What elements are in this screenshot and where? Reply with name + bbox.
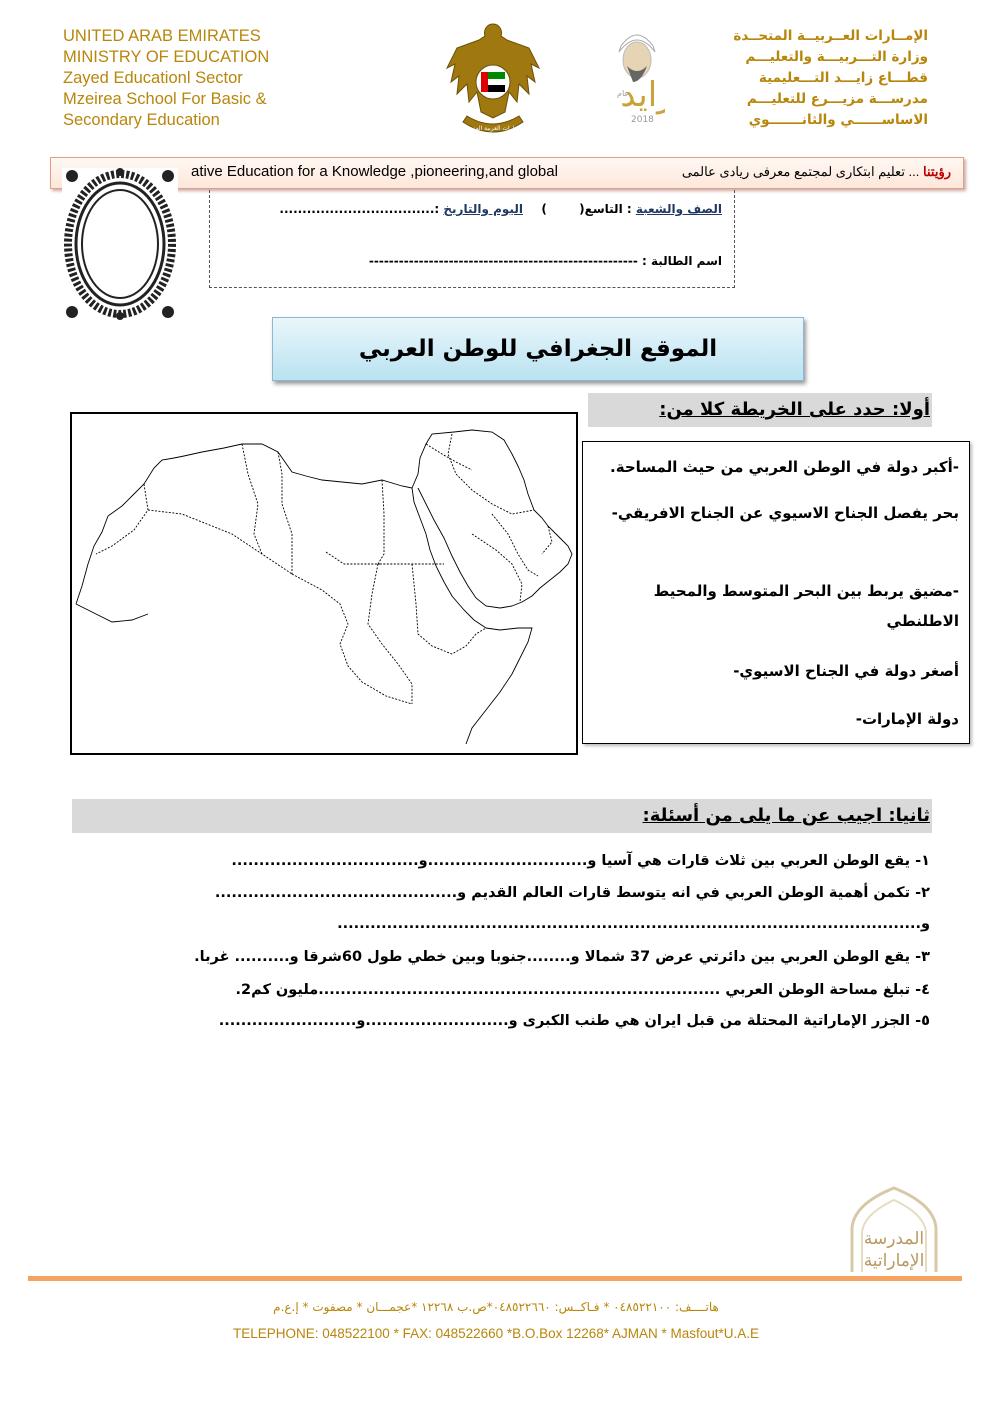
ar-header-line: الإمــارات العــربيــة المتحــدة	[733, 28, 928, 44]
question-1[interactable]: ١- يقع الوطن العربي بين ثلاث قارات هي آسيا و.............................و..................................	[231, 853, 930, 869]
zayed-logo-text: ايد	[620, 75, 658, 115]
task-item: أصغر دولة في الجناح الاسيوي-	[733, 662, 959, 680]
task-item: -مضيق يربط بين البحر المتوسط والمحيط الاطلنطي	[653, 582, 959, 630]
en-header-line: UNITED ARAB EMIRATES	[63, 27, 261, 45]
en-header-line: Mzeirea School For Basic &	[63, 90, 267, 108]
ornate-photo-frame	[60, 166, 180, 322]
name-row	[369, 254, 722, 268]
year-of-zayed-logo	[605, 22, 665, 132]
name-label: اسم الطالبة :	[642, 254, 722, 268]
question-2[interactable]: ٢- تكمن أهمية الوطن العربي في انه يتوسط قارات العالم القديم و............................................	[214, 885, 930, 901]
class-label: الصف والشعبة	[635, 202, 722, 216]
school-logo-line1: المدرسة	[863, 1229, 925, 1249]
school-logo-line2: الإماراتية	[863, 1251, 925, 1271]
footer-english-contact: TELEPHONE: 048522100 * FAX: 048522660 *B.O.Box 12268* AJMAN * Masfout*U.A.E	[232, 1326, 760, 1341]
question-2-continuation[interactable]: و..........................................................................................................	[337, 916, 930, 932]
date-field[interactable]: :..................................	[279, 202, 440, 216]
question-5[interactable]: ٥- الجزر الإماراتية المحتلة من قبل ايران هي طنب الكبرى و..........................و.........................	[218, 1013, 930, 1029]
ar-header-line: الاساســــــي والثانـــــــوي	[748, 112, 928, 128]
vision-arabic	[682, 164, 951, 180]
ar-header-line: مدرســـة مزيـــرع للتعليـــم	[746, 91, 928, 107]
emirati-school-logo	[846, 1184, 942, 1274]
ar-header-line: وزارة التـــربيـــة والتعليـــم	[745, 49, 928, 65]
date-label: اليوم والتاريخ	[443, 202, 523, 216]
class-close: )	[541, 202, 547, 216]
vision-arabic-text: ... تعليم ابتكارى لمجتمع معرفى ريادى عالمى	[681, 164, 920, 179]
name-field[interactable]: ------------------------------------------------------	[368, 254, 638, 268]
class-value[interactable]: : التاسع(	[579, 202, 632, 216]
map-tasks-box	[582, 441, 970, 744]
zayed-year: 2018	[631, 115, 654, 125]
en-header-line: Secondary Education	[63, 111, 220, 129]
vision-bar	[50, 157, 964, 189]
uae-emblem-logo	[443, 18, 543, 140]
question-4[interactable]: ٤- تبلغ مساحة الوطن العربي .........................................................................مليون كم2.	[235, 982, 930, 998]
vision-english-text: ative Education for a Knowledge ,pioneering,and global	[191, 163, 558, 180]
arabic-header	[698, 26, 928, 131]
worksheet-title: الموقع الجغرافي للوطن العربي	[272, 317, 804, 381]
emblem-text: الإمارات العربية المتحدة	[463, 125, 523, 132]
task-item: دولة الإمارات-	[855, 710, 959, 728]
task-item: بحر يفصل الجناح الاسيوي عن الجناح الافريقي-	[611, 504, 959, 522]
ar-header-line: قطـــاع زايـــد التـــعليمية	[758, 70, 928, 86]
english-header	[63, 26, 269, 131]
section2-heading: ثانيا: اجيب عن ما يلى من أسئلة:	[72, 799, 932, 833]
student-info-box	[209, 190, 735, 288]
vision-label: رؤيتنا	[923, 164, 951, 179]
en-header-line: Zayed Educationl Sector	[63, 69, 243, 87]
question-3[interactable]: ٣- يقع الوطن العربي بين دائرتي عرض 37 شمالا و........جنوبا وبين خطي طول 60شرقا و.......... غربا.	[194, 949, 930, 965]
zayed-year-label: عام	[617, 89, 630, 98]
en-header-line: MINISTRY OF EDUCATION	[63, 48, 270, 66]
arab-world-outline-map[interactable]	[70, 412, 578, 755]
task-item: -أكبر دولة في الوطن العربي من حيث المساحة.	[610, 458, 959, 476]
footer-arabic-contact: هاتــــف: ٠٤٨٥٢٢١٠٠ * فـاكــس: ٠٤٨٥٢٢٦٦٠*ص.ب ١٢٢٦٨ *عجمـــان * مصفوت * إ.ع.م	[273, 1300, 719, 1314]
footer-divider	[28, 1276, 962, 1281]
class-date-row	[279, 202, 722, 216]
section1-heading: أولا: حدد على الخريطة كلا من:	[588, 393, 932, 427]
